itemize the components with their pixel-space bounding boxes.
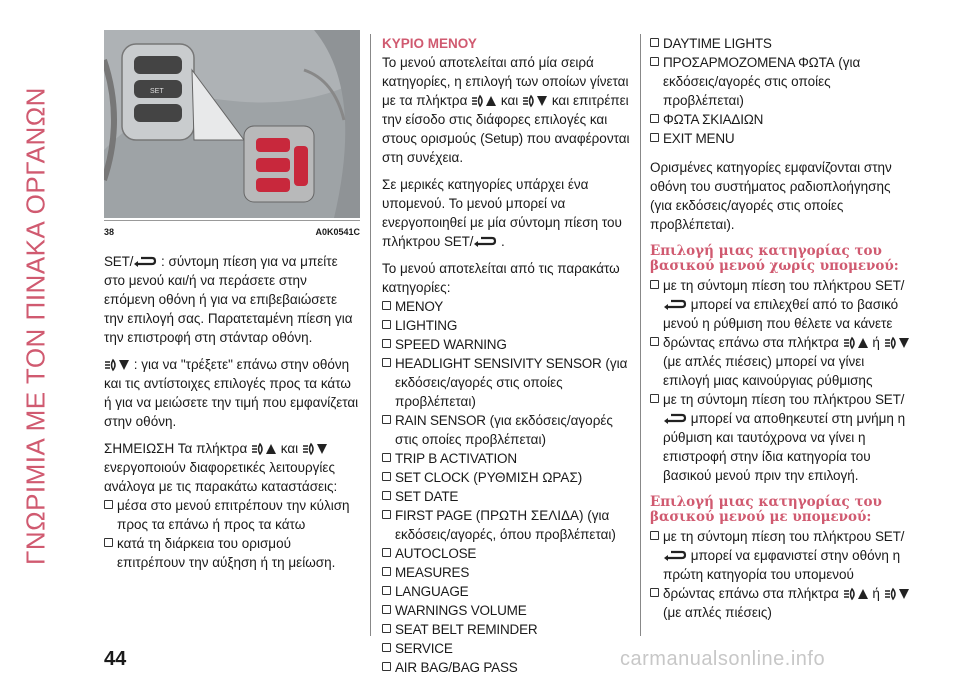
menu-category-list <box>650 34 910 148</box>
checkbox-bullet-icon <box>650 280 659 289</box>
checkbox-bullet-icon <box>650 114 659 123</box>
return-arrow-icon <box>663 550 687 562</box>
checkbox-bullet-icon <box>382 491 391 500</box>
menu-category-item: SERVICE <box>382 639 632 658</box>
triangle-down-icon <box>898 337 910 349</box>
checkbox-bullet-icon <box>650 337 659 346</box>
triangle-down-icon <box>118 359 130 371</box>
light-beam-icon <box>522 94 536 108</box>
light-beam-icon <box>884 336 898 350</box>
menu-category-item: FIRST PAGE (ΠΡΩΤΗ ΣΕΛΙΔΑ) (για εκδόσεις/αγορές, όπου προβλέπεται) <box>382 506 632 544</box>
menu-category-item: ΜΕΝΟΥ <box>382 297 632 316</box>
checkbox-bullet-icon <box>650 531 659 540</box>
list-item: δρώντας επάνω στα πλήκτρα ή (με απλές πιέσεις) μπορεί να γίνει επιλογή μιας καινούργιας ρύθμισης <box>650 333 910 390</box>
menu-category-item: EXIT MENU <box>650 129 910 148</box>
checkbox-bullet-icon <box>382 320 391 329</box>
menu-category-item: LANGUAGE <box>382 582 632 601</box>
return-arrow-icon <box>663 413 687 425</box>
checkbox-bullet-icon <box>382 453 391 462</box>
menu-category-item: AUTOCLOSE <box>382 544 632 563</box>
light-beam-icon <box>302 442 316 456</box>
section-heading: ΚΥΡΙΟ ΜΕΝΟΥ <box>382 36 477 51</box>
menu-category-item: WARNINGS VOLUME <box>382 601 632 620</box>
figure-caption: 38 A0K0541C <box>104 220 360 242</box>
menu-category-item: ΦΩΤΑ ΣΚΙΑΔΙΩΝ <box>650 110 910 129</box>
checkbox-bullet-icon <box>650 588 659 597</box>
menu-category-item: ΠΡΟΣΑΡΜΟΖΟΜΕΝΑ ΦΩΤΑ (για εκδόσεις/αγορές στις οποίες προβλέπεται) <box>650 53 910 110</box>
checkbox-bullet-icon <box>382 662 391 671</box>
list-item: με τη σύντομη πίεση του πλήκτρου SET/ μπορεί να επιλεχθεί από το βασικό μενού η ρύθμιση που θέλετε να κάνετε <box>650 276 910 333</box>
light-beam-icon <box>884 587 898 601</box>
menu-category-item: MEASURES <box>382 563 632 582</box>
light-beam-icon <box>251 442 265 456</box>
triangle-down-icon <box>898 588 910 600</box>
checkbox-bullet-icon <box>382 643 391 652</box>
column-divider <box>370 34 371 636</box>
checkbox-bullet-icon <box>104 500 113 509</box>
column-2: ΚΥΡΙΟ ΜΕΝΟΥ Το μενού αποτελείται από μία σειρά κατηγορίες, η επιλογή των οποίων γίνεται με τα πλήκτρα και και επιτρέπει την είσοδο στις διάφορες επιλογές και στους ορισμούς (Setup) που αναφέρονται στη συνέχεια. Σε μερικές κατηγορίες υπάρχει ένα υπομενού. Το μενού μπορεί να ενεργοποιηθεί με μία σύντομη πίεση του πλήκτρου SET/ . Το μενού αποτελείται από τις παρακάτω κατηγορίες: ΜΕΝΟΥ LIGHTING SPEED WARNING HEADLIGHT SENSIVITY SENSOR (για εκδόσεις/αγορές στις οποίες προβλέπεται) RAIN SENSOR (για εκδόσεις/αγορές στις οποίες προβλέπεται) TRIP B ACTIVATION SET CLOCK (ΡΥΘΜΙΣΗ ΩΡΑΣ) SET DATE FIRST PAGE (ΠΡΩΤΗ ΣΕΛΙΔΑ) (για εκδόσεις/αγορές, όπου προβλέπεται) AUTOCLOSE MEASURES LANGUAGE WARNINGS VOLUME SEAT BELT REMINDER SERVICE AIR BAG/BAG PASS <box>382 34 632 677</box>
list-item: κατά τη διάρκεια του ορισμού επιτρέπουν την αύξηση ή τη μείωση. <box>104 534 360 572</box>
light-beam-icon <box>471 94 485 108</box>
light-beam-icon <box>104 358 118 372</box>
light-beam-icon <box>843 336 857 350</box>
triangle-down-icon <box>536 95 548 107</box>
checkbox-bullet-icon <box>382 548 391 557</box>
list-item: με τη σύντομη πίεση του πλήκτρου SET/ μπορεί να αποθηκευτεί στη μνήμη η ρύθμιση και ταυτόχρονα να γίνει η επιστροφή στην ίδια κατηγορία του βασικού μενού πριν την επιλογή. <box>650 390 910 485</box>
side-chapter-title: ΓΝΩΡΙΜΙΑ ΜΕ ΤΟΝ ΠΙΝΑΚΑ ΟΡΓΑΝΩΝ <box>20 87 51 565</box>
list-item: με τη σύντομη πίεση του πλήκτρου SET/ μπορεί να εμφανιστεί στην οθόνη η πρώτη κατηγορία του υπομενού <box>650 527 910 584</box>
page-number: 44 <box>104 648 127 670</box>
checkbox-bullet-icon <box>650 57 659 66</box>
return-arrow-icon <box>473 236 497 248</box>
list-item: μέσα στο μενού επιτρέπουν την κύλιση προς τα επάνω ή προς τα κάτω <box>104 496 360 534</box>
menu-category-item: TRIP B ACTIVATION <box>382 449 632 468</box>
checkbox-bullet-icon <box>382 586 391 595</box>
light-beam-icon <box>843 587 857 601</box>
menu-category-item: HEADLIGHT SENSIVITY SENSOR (για εκδόσεις/αγορές στις οποίες προβλέπεται) <box>382 354 632 411</box>
menu-category-item: RAIN SENSOR (για εκδόσεις/αγορές στις οποίες προβλέπεται) <box>382 411 632 449</box>
list-item: δρώντας επάνω στα πλήκτρα ή (με απλές πιέσεις) <box>650 584 910 622</box>
column-1: SET 38 A0K0541C SET/ : σύντομη πίεση για να μπείτε στο μενού και/ή να περάσετε στην επόμενη οθόνη ή για να επιβεβαιώσετε την επιλογή σας. Παρατεταμένη πίεση για την επιστροφή στη στάνταρ οθόνη. : για να "τρέξετε" επάνω στην οθόνη και τις αντίστοιχες επιλογές προς τα κάτω ή για να μειώσετε την τιμή που εμφανίζεται στην οθόνη. ΣΗΜΕΙΩΣΗ Τα πλήκτρα και ενεργοποιούν διαφορετικές λειτουργίες ανάλογα με τις παρακάτω καταστάσεις: μέσα στο μενού επιτρέπουν την κύλιση προς τα επάνω ή προς τα κάτω κατά τη διάρκεια του ορισμού επιτρέπουν την αύξηση ή τη μείωση. <box>104 30 360 572</box>
triangle-up-icon <box>485 95 497 107</box>
menu-category-item: SET DATE <box>382 487 632 506</box>
checkbox-bullet-icon <box>382 624 391 633</box>
checkbox-bullet-icon <box>650 133 659 142</box>
checkbox-bullet-icon <box>382 301 391 310</box>
menu-category-item: LIGHTING <box>382 316 632 335</box>
checkbox-bullet-icon <box>382 567 391 576</box>
triangle-up-icon <box>265 443 277 455</box>
column-divider <box>640 34 641 636</box>
subsection-heading: Επιλογή μιας κατηγορίας του βασικού μενού χωρίς υπομενού: <box>650 243 899 274</box>
menu-category-list <box>382 297 632 677</box>
triangle-up-icon <box>857 337 869 349</box>
subsection-heading: Επιλογή μιας κατηγορίας του βασικού μενού με υπομενού: <box>650 494 882 525</box>
checkbox-bullet-icon <box>382 605 391 614</box>
watermark: carmanualsonline.info <box>620 648 826 670</box>
return-arrow-icon <box>133 256 157 268</box>
menu-category-item: DAYTIME LIGHTS <box>650 34 910 53</box>
menu-category-item: SEAT BELT REMINDER <box>382 620 632 639</box>
steering-wheel-figure <box>104 30 360 218</box>
checkbox-bullet-icon <box>382 472 391 481</box>
svg-text:SET: SET <box>150 88 164 95</box>
checkbox-bullet-icon <box>650 394 659 403</box>
checkbox-bullet-icon <box>382 358 391 367</box>
triangle-down-icon <box>316 443 328 455</box>
checkbox-bullet-icon <box>650 38 659 47</box>
menu-category-item: SET CLOCK (ΡΥΘΜΙΣΗ ΩΡΑΣ) <box>382 468 632 487</box>
column-3: DAYTIME LIGHTS ΠΡΟΣΑΡΜΟΖΟΜΕΝΑ ΦΩΤΑ (για εκδόσεις/αγορές στις οποίες προβλέπεται) ΦΩΤΑ ΣΚΙΑΔΙΩΝ EXIT MENU Ορισμένες κατηγορίες εμφανίζονται στην οθόνη του συστήματος ραδιοπλοήγησης (για εκδόσεις/αγορές στις οποίες προβλέπεται). Επιλογή μιας κατηγορίας του βασικού μενού χωρίς υπομενού: με τη σύντομη πίεση του πλήκτρου SET/ μπορεί να επιλεχθεί από το βασικό μενού η ρύθμιση που θέλετε να κάνετε δρώντας επάνω στα πλήκτρα ή (με απλές πιέσεις) μπορεί να γίνει επιλογή μιας καινούργιας ρύθμισης με τη σύντομη πίεση του πλήκτρου SET/ μπορεί να αποθηκευτεί στη μνήμη η ρύθμιση και ταυτόχρονα να γίνει η επιστροφή στην ίδια κατηγορία του βασικού μενού πριν την επιλογή. Επιλογή μιας κατηγορίας του βασικού μενού με υπομενού: με τη σύντομη πίεση του πλήκτρου SET/ μπορεί να εμφανιστεί στην οθόνη η πρώτη κατηγορία του υπομενού δρώντας επάνω στα πλήκτρα ή (με απλές πιέσεις) <box>650 34 910 622</box>
triangle-up-icon <box>857 588 869 600</box>
menu-category-item: AIR BAG/BAG PASS <box>382 658 632 677</box>
checkbox-bullet-icon <box>382 510 391 519</box>
checkbox-bullet-icon <box>104 538 113 547</box>
return-arrow-icon <box>663 299 687 311</box>
checkbox-bullet-icon <box>382 415 391 424</box>
menu-category-item: SPEED WARNING <box>382 335 632 354</box>
checkbox-bullet-icon <box>382 339 391 348</box>
